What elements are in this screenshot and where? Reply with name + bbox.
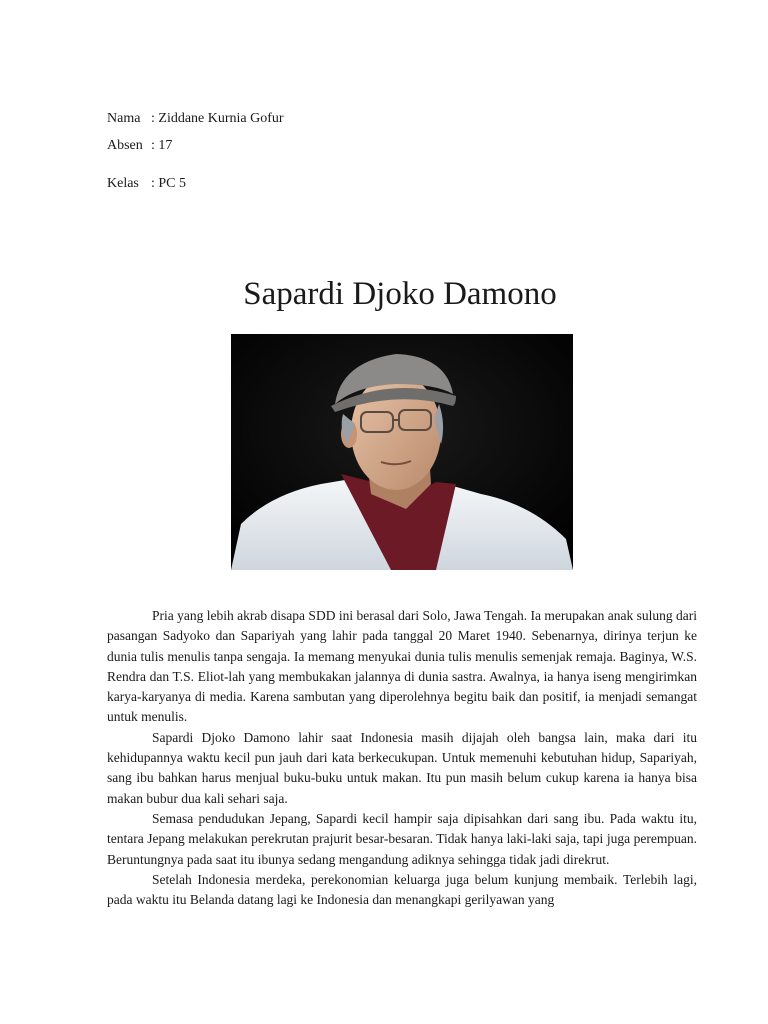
name-row	[107, 110, 284, 128]
paragraph: Sapardi Djoko Damono lahir saat Indonesia masih dijajah oleh bangsa lain, maka dari itu kehidupannya waktu kecil pun jauh dari kata berkecukupan. Untuk memenuhi kebutuhan hidup, Sapariyah, sang ibu bahkan harus menjual buku-buku untuk makan. Itu pun masih belum cukup karena ia hanya bisa makan bubur dua kali sehari saja.	[107, 729, 697, 806]
document-title: Sapardi Djoko Damono	[243, 276, 557, 312]
name-label: Nama	[107, 111, 141, 126]
absen-row	[107, 137, 172, 155]
portrait-photo	[231, 334, 573, 570]
paragraph: Pria yang lebih akrab disapa SDD ini berasal dari Solo, Jawa Tengah. Ia merupakan anak sulung dari pasangan Sadyoko dan Sapariyah yang lahir pada tanggal 20 Maret 1940. Sebenarnya, dirinya terjun ke dunia tulis menulis tanpa sengaja. Ia memang menyukai dunia tulis menulis semenjak remaja. Baginya, W.S. Rendra dan T.S. Eliot-lah yang membukakan jalannya di dunia sastra. Awalnya, ia hanya iseng mengirimkan karya-karyanya di media. Karena sambutan yang diperolehnya begitu baik dan positif, ia menjadi semangat untuk menulis.	[107, 608, 697, 725]
absen-label: Absen	[107, 138, 143, 153]
absen-value: : 17	[151, 138, 173, 153]
name-value: : Ziddane Kurnia Gofur	[151, 111, 284, 126]
kelas-label: Kelas	[107, 176, 139, 191]
article-body	[107, 606, 697, 910]
portrait-illustration	[231, 334, 573, 570]
paragraph: Semasa pendudukan Jepang, Sapardi kecil hampir saja dipisahkan dari sang ibu. Pada waktu itu, tentara Jepang melakukan perekrutan prajurit besar-besaran. Tidak hanya laki-laki saja, tapi juga perempuan. Beruntungnya pada saat itu ibunya sedang mengandung adiknya sehingga tidak jadi direkrut.	[107, 810, 697, 867]
kelas-row	[107, 175, 186, 193]
paragraph: Setelah Indonesia merdeka, perekonomian keluarga juga belum kunjung membaik. Terlebih lagi, pada waktu itu Belanda datang lagi ke Indonesia dan menangkapi gerilyawan yang	[107, 871, 697, 908]
kelas-value: : PC 5	[151, 176, 187, 191]
